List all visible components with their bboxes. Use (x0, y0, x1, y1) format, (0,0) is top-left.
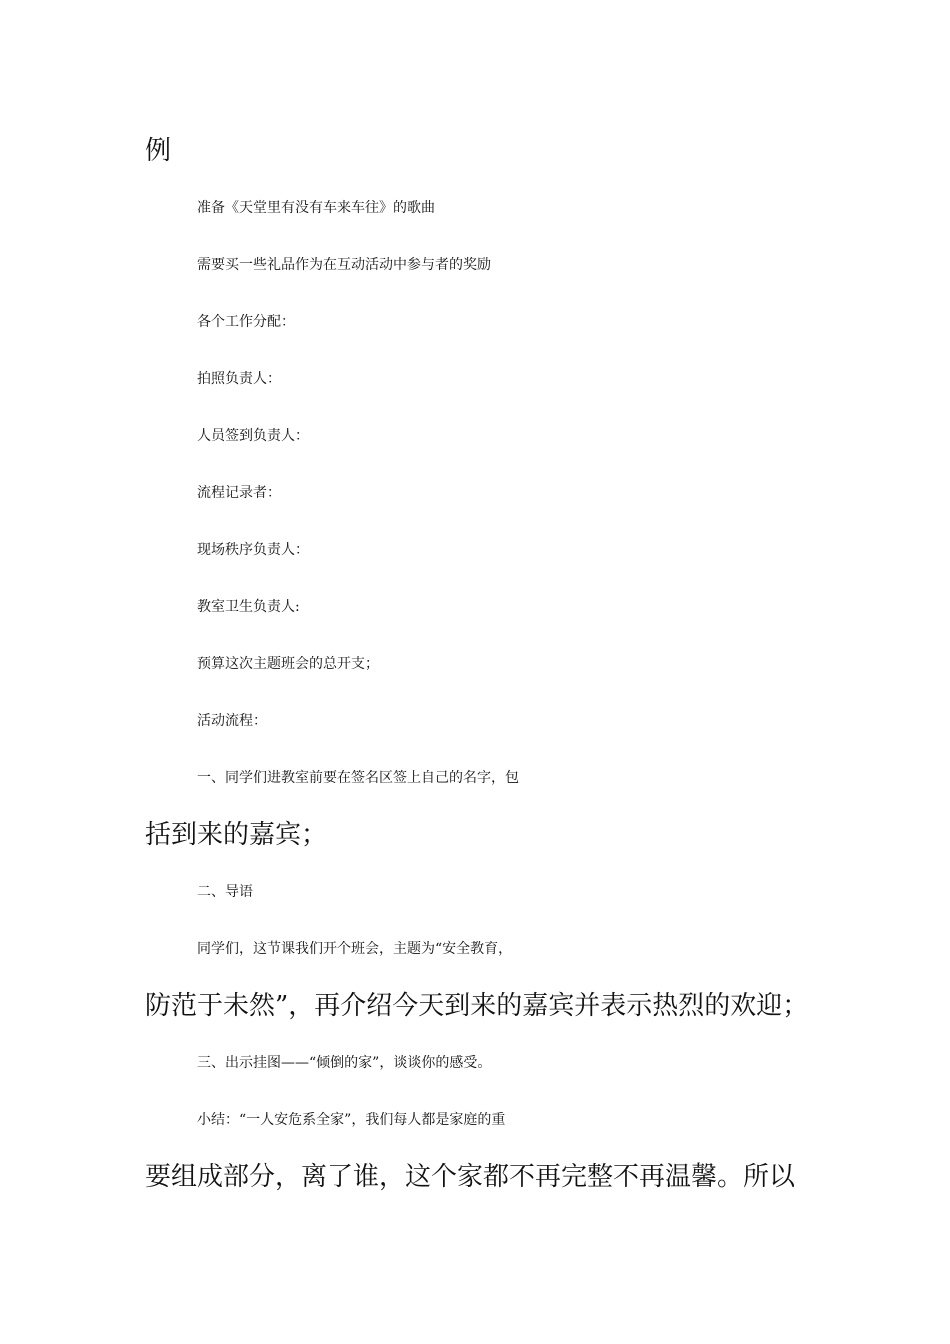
text-line: 三、出示挂图——“倾倒的家”，谈谈你的感受。 (197, 1055, 492, 1071)
text-line: 同学们，这节课我们开个班会，主题为“安全教育， (197, 941, 513, 957)
text-line: 预算这次主题班会的总开支； (197, 656, 379, 672)
text-line: 一、同学们进教室前要在签名区签上自己的名字，包 (197, 770, 519, 786)
text-line: 括到来的嘉宾； (145, 820, 328, 850)
text-line: 需要买一些礼品作为在互动活动中参与者的奖励 (197, 257, 491, 273)
text-line: 要组成部分，离了谁，这个家都不再完整不再温馨。所以 (145, 1162, 796, 1192)
text-line: 防范于未然”，再介绍今天到来的嘉宾并表示热烈的欢迎； (145, 991, 809, 1021)
text-line: 各个工作分配： (197, 314, 295, 330)
text-line: 小结：“一人安危系全家”，我们每人都是家庭的重 (197, 1112, 506, 1128)
text-line: 活动流程： (197, 713, 267, 729)
text-line: 例 (145, 136, 172, 166)
text-line: 拍照负责人： (197, 371, 281, 387)
text-line: 准备《天堂里有没有车来车往》的歌曲 (197, 200, 435, 216)
text-line: 人员签到负责人： (197, 428, 309, 444)
text-line: 教室卫生负责人: (197, 599, 300, 615)
text-line: 二、导语 (197, 884, 253, 900)
text-line: 现场秩序负责人： (197, 542, 309, 558)
text-line: 流程记录者： (197, 485, 281, 501)
